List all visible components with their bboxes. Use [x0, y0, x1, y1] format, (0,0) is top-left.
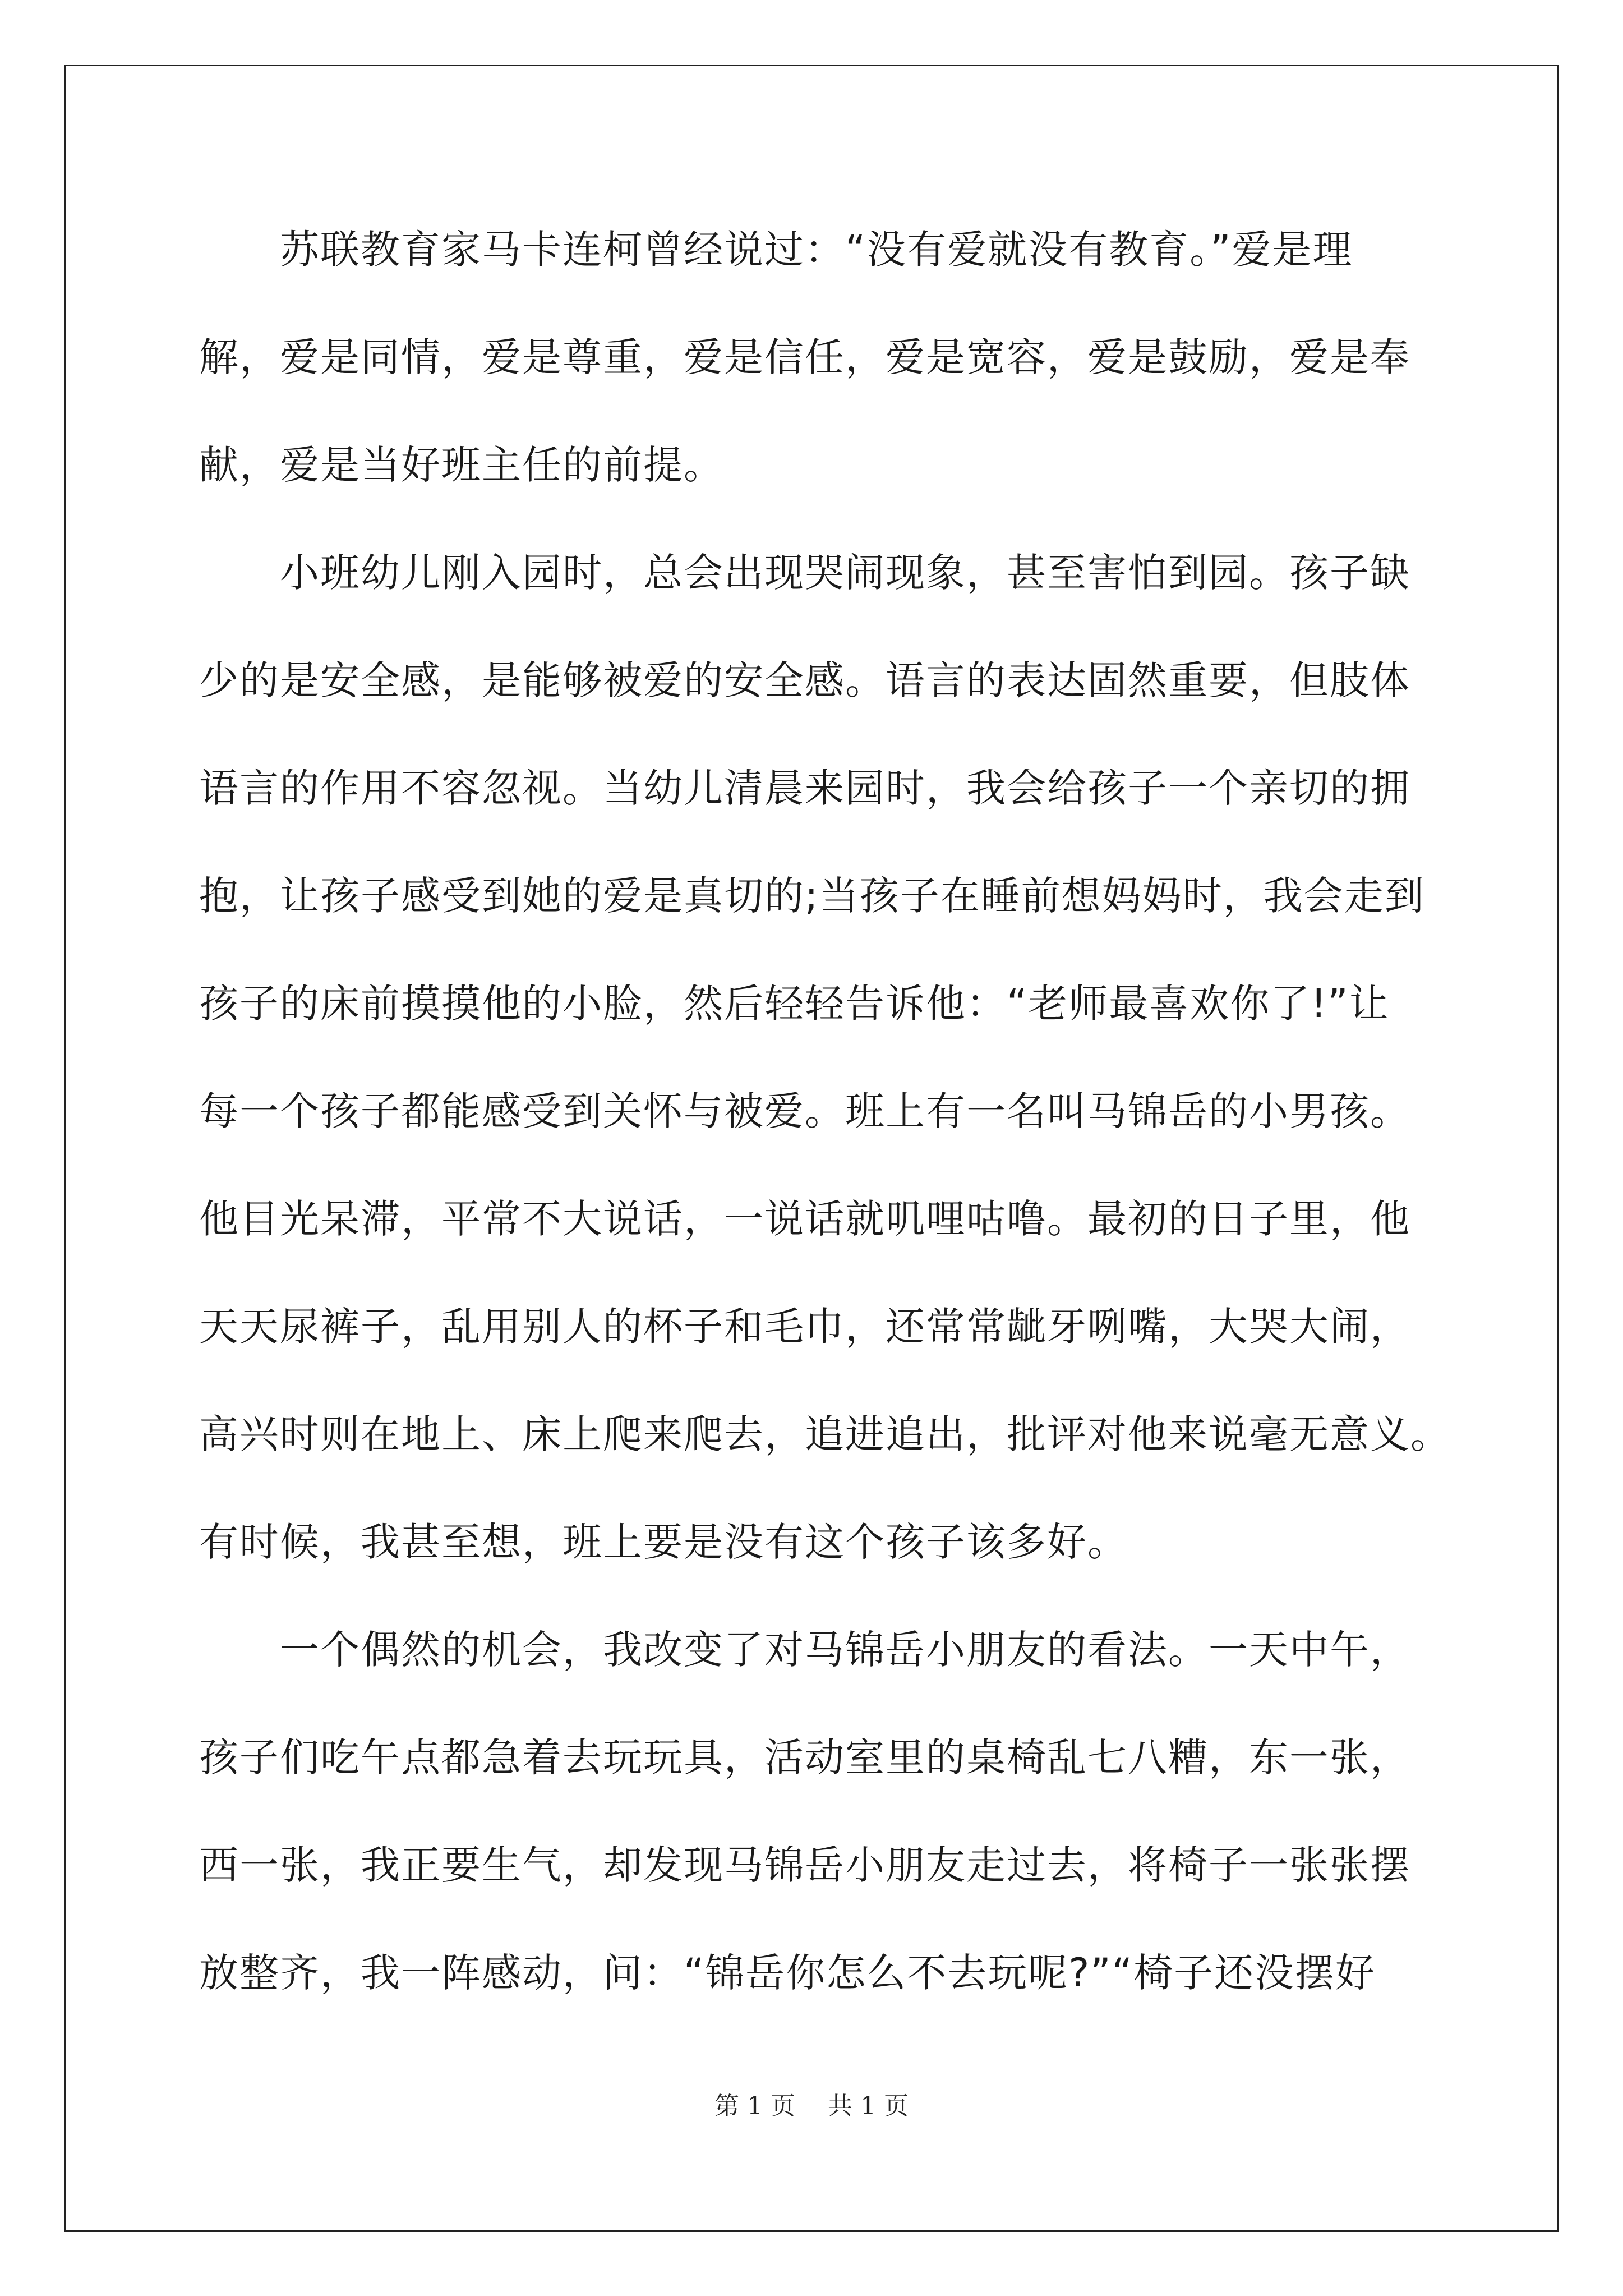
- document-body: [199, 216, 1451, 2047]
- text-line: 他目光呆滞，平常不大说话，一说话就叽哩咕噜。最初的日子里，他: [199, 1196, 1410, 1242]
- text-line: 孩子们吃午点都急着去玩玩具，活动室里的桌椅乱七八糟，东一张，: [199, 1734, 1410, 1780]
- text-line: 一个偶然的机会，我改变了对马锦岳小朋友的看法。一天中午，: [199, 1627, 1410, 1673]
- text-line: 小班幼儿刚入园时，总会出现哭闹现象，甚至害怕到园。孩子缺: [199, 550, 1410, 596]
- text-line: 放整齐，我一阵感动，问：“锦岳你怎么不去玩呢?”“椅子还没摆好: [199, 1950, 1376, 1996]
- text-line: 抱，让孩子感受到她的爱是真切的;当孩子在睡前想妈妈时，我会走到: [199, 873, 1425, 919]
- page-number-footer: 第 1 页 共 1 页: [714, 2092, 909, 2120]
- text-line: 语言的作用不容忽视。当幼儿清晨来园时，我会给孩子一个亲切的拥: [199, 765, 1410, 811]
- text-line: 天天尿裤子，乱用别人的杯子和毛巾，还常常龇牙咧嘴，大哭大闹，: [199, 1304, 1410, 1350]
- text-line: 苏联教育家马卡连柯曾经说过：“没有爱就没有教育。”爱是理: [199, 227, 1353, 273]
- text-line: 少的是安全感，是能够被爱的安全感。语言的表达固然重要，但肢体: [199, 657, 1410, 703]
- text-line: 解，爱是同情，爱是尊重，爱是信任，爱是宽容，爱是鼓励，爱是奉: [199, 334, 1410, 380]
- text-line: 高兴时则在地上、床上爬来爬去，追进追出，批评对他来说毫无意义。: [199, 1411, 1451, 1457]
- text-line: 孩子的床前摸摸他的小脸，然后轻轻告诉他：“老师最喜欢你了!”让: [199, 981, 1390, 1027]
- text-line: 有时候，我甚至想，班上要是没有这个孩子该多好。: [199, 1519, 1128, 1565]
- text-line: 每一个孩子都能感受到关怀与被爱。班上有一名叫马锦岳的小男孩。: [199, 1088, 1410, 1134]
- text-line: 西一张，我正要生气，却发现马锦岳小朋友走过去，将椅子一张张摆: [199, 1842, 1410, 1888]
- text-line: 献，爱是当好班主任的前提。: [199, 442, 724, 488]
